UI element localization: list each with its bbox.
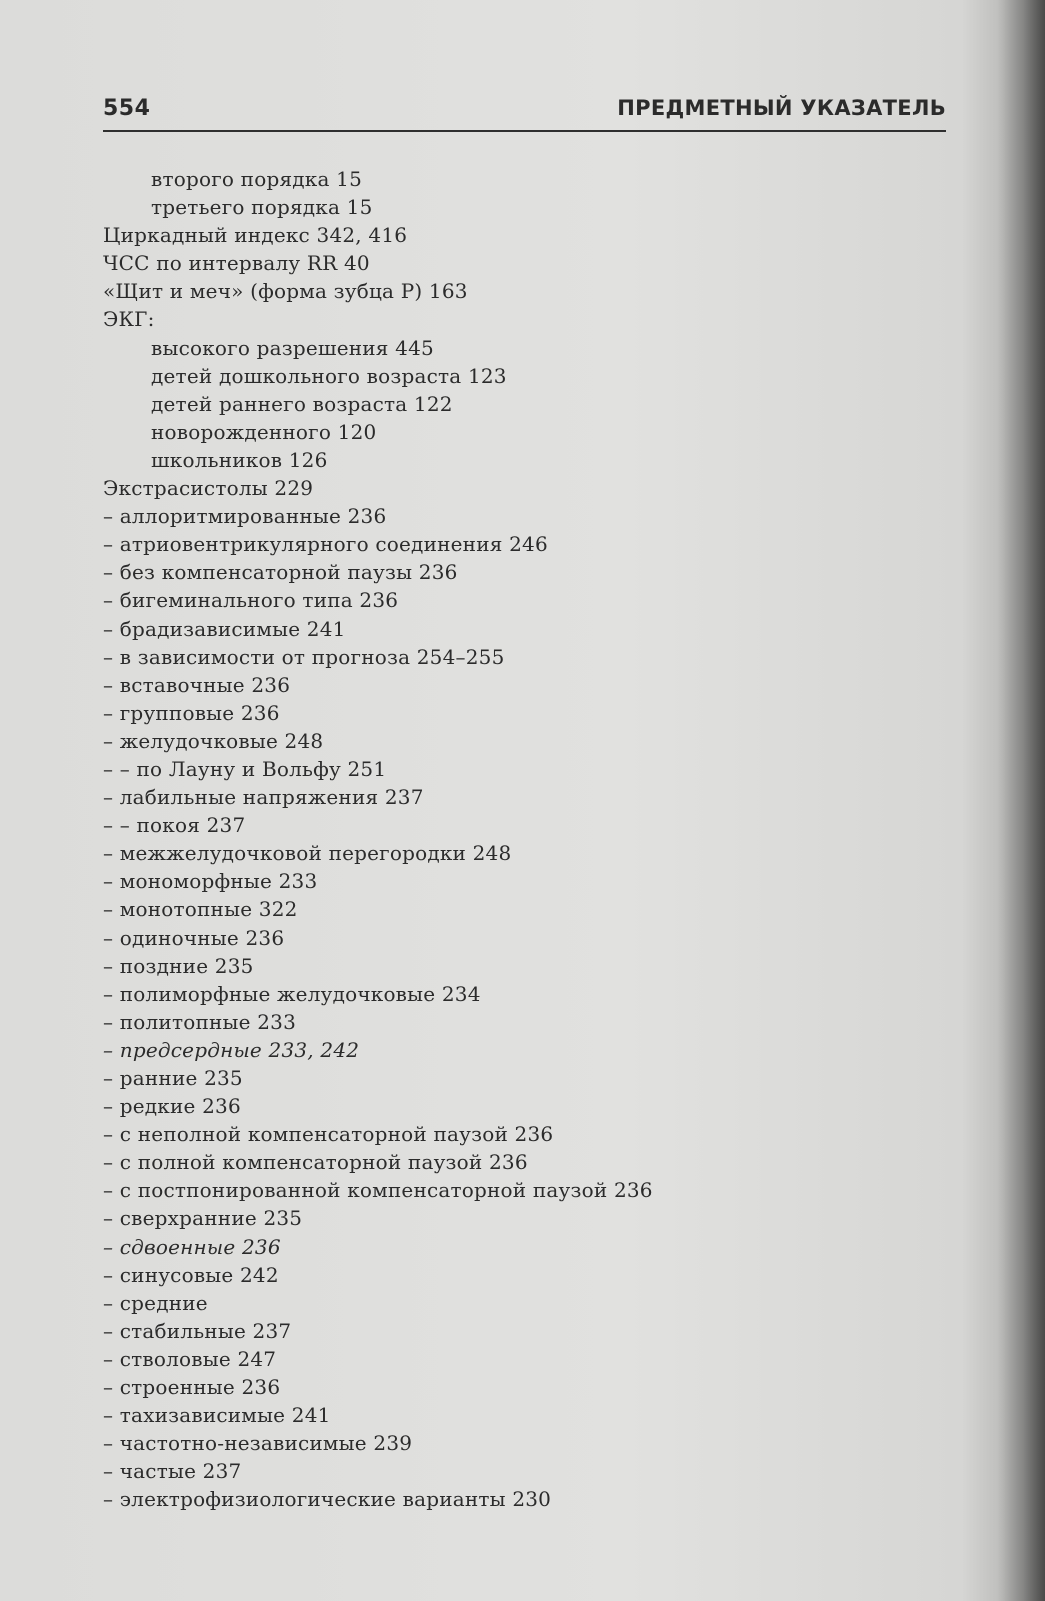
index-entry: – строенные 236	[103, 1375, 281, 1400]
index-entry: высокого разрешения 445	[151, 335, 434, 360]
index-entry: – лабильные напряжения 237	[103, 785, 424, 810]
index-entry: – стабильные 237	[103, 1318, 292, 1343]
index-entry: – монотопные 322	[103, 897, 298, 922]
index-entry: – политопные 233	[103, 1009, 297, 1034]
index-entry: – тахизависимые 241	[103, 1403, 331, 1428]
index-entry: Экстрасистолы 229	[103, 476, 314, 501]
page-number: 554	[103, 96, 151, 121]
index-entry: новорожденного 120	[151, 419, 377, 444]
index-entry: – аллоритмированные 236	[103, 504, 387, 529]
index-entry: – в зависимости от прогноза 254–255	[103, 644, 505, 669]
index-entry: детей раннего возраста 122	[151, 391, 453, 416]
index-entry: детей дошкольного возраста 123	[151, 363, 507, 388]
index-entry: – – по Лауну и Вольфу 251	[103, 756, 387, 781]
index-entry: – редкие 236	[103, 1094, 241, 1119]
index-entry: второго порядка 15	[151, 167, 363, 191]
index-entry: – сверхранние 235	[103, 1206, 303, 1231]
index-entry: – брадизависимые 241	[103, 616, 346, 641]
index-entry: – желудочковые 248	[103, 728, 324, 753]
index-entry: – средние	[103, 1290, 208, 1315]
index-entry: – одиночные 236	[103, 925, 285, 950]
index-entry: – вставочные 236	[103, 672, 291, 697]
index-entry: – групповые 236	[103, 700, 280, 725]
index-entry: – бигеминального типа 236	[103, 588, 399, 613]
index-entry: третьего порядка 15	[151, 195, 373, 220]
index-entry: – полиморфные желудочковые 234	[103, 981, 481, 1006]
index-entry: – мономорфные 233	[103, 869, 318, 894]
index-entry: – сдвоенные 236	[103, 1234, 281, 1259]
index-entry: – поздние 235	[103, 953, 254, 978]
index-entry: – – покоя 237	[103, 813, 246, 838]
index-entry: – частые 237	[103, 1459, 242, 1484]
index-entry: – без компенсаторной паузы 236	[103, 560, 458, 585]
index-entry: – межжелудочковой перегородки 248	[103, 841, 512, 866]
index-entry: школьников 126	[151, 447, 328, 472]
index-entry: Циркадный индекс 342, 416	[103, 223, 408, 248]
index-entry: – предсердные 233, 242	[103, 1037, 360, 1062]
index-entry: – с неполной компенсаторной паузой 236	[103, 1122, 554, 1147]
index-entry: – стволовые 247	[103, 1346, 277, 1371]
index-entry: – синусовые 242	[103, 1262, 279, 1287]
index-entry: – атриовентрикулярного соединения 246	[103, 532, 548, 557]
page-header	[103, 96, 946, 132]
index-entry: – с полной компенсаторной паузой 236	[103, 1150, 528, 1175]
index-entry: – электрофизиологические варианты 230	[103, 1487, 552, 1512]
index-entry: ЭКГ:	[103, 307, 155, 332]
running-head: ПРЕДМЕТНЫЙ УКАЗАТЕЛЬ	[617, 96, 946, 120]
index-entry: «Щит и меч» (форма зубца P) 163	[103, 279, 468, 304]
index-entry: – ранние 235	[103, 1066, 243, 1090]
index-entry: – частотно-независимые 239	[103, 1431, 413, 1456]
index-entry: – с постпонированной компенсаторной паузой 236	[103, 1178, 653, 1203]
index-entry: ЧСС по интервалу RR 40	[103, 251, 370, 276]
subject-index-list	[103, 165, 923, 1514]
book-spine-shadow	[997, 0, 1045, 1601]
